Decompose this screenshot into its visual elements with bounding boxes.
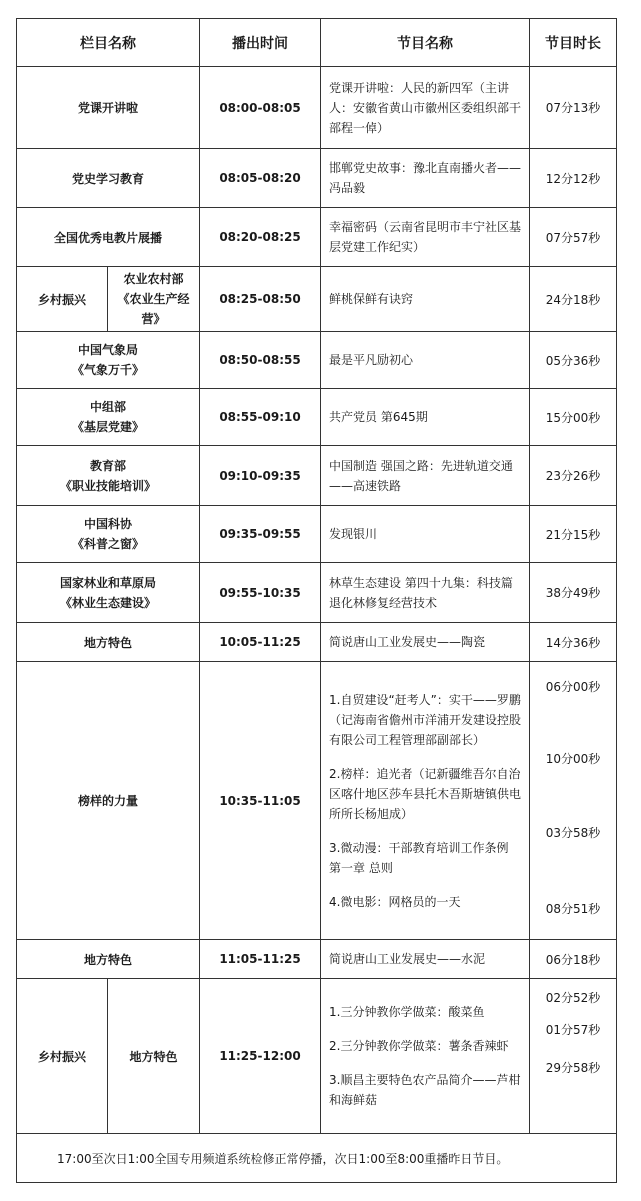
column-show: 《气象万千》: [71, 363, 144, 377]
program-name: 鲜桃保鲜有诀窍: [321, 267, 530, 332]
program-item: 4.微电影：网格员的一天: [329, 894, 461, 909]
program-duration: 14分36秒: [530, 623, 617, 662]
program-item: 3.微动漫：干部教育培训工作条例 第一章 总则: [329, 840, 509, 875]
program-duration: 12分12秒: [530, 149, 617, 208]
table-row: [17, 332, 617, 389]
air-time: 08:05-08:20: [200, 149, 321, 208]
column-name: 党课开讲啦: [17, 67, 200, 149]
duration-item: 01分57秒: [545, 1023, 601, 1037]
program-name: 党课开讲啦：人民的新四军（主讲人：安徽省黄山市徽州区委组织部干部程一倬）: [321, 67, 530, 149]
program-duration: 24分18秒: [530, 267, 617, 332]
table-row: [17, 149, 617, 208]
program-duration: 05分36秒: [530, 332, 617, 389]
table-row: [17, 67, 617, 149]
column-name: [17, 389, 200, 446]
air-time: 09:35-09:55: [200, 506, 321, 563]
header-duration: 节目时长: [530, 19, 617, 67]
program-name: 中国制造 强国之路：先进轨道交通——高速铁路: [321, 446, 530, 506]
duration-list: [530, 979, 617, 1134]
program-duration: 23分26秒: [530, 446, 617, 506]
schedule-note: 17:00至次日1:00全国专用频道系统检修正常停播，次日1:00至8:00重播昨日节目。: [17, 1134, 617, 1183]
column-name: 榜样的力量: [17, 662, 200, 940]
table-row: [17, 662, 617, 940]
program-list: [321, 662, 530, 940]
table-row: [17, 563, 617, 623]
column-org: 中国气象局: [77, 343, 138, 357]
air-time: 10:35-11:05: [200, 662, 321, 940]
column-name-main: 乡村振兴: [17, 979, 108, 1134]
program-name: 邯郸党史故事：豫北直南播火者——冯品毅: [321, 149, 530, 208]
column-name-sub: 农业农村部《农业生产经营》: [108, 267, 200, 332]
column-show: 《职业技能培训》: [59, 478, 156, 493]
program-name: 简说唐山工业发展史——水泥: [321, 940, 530, 979]
duration-item: 03分58秒: [545, 826, 601, 840]
air-time: 08:20-08:25: [200, 208, 321, 267]
program-duration: 15分00秒: [530, 389, 617, 446]
duration-item: 06分00秒: [545, 680, 601, 694]
header-program: 节目名称: [321, 19, 530, 67]
column-name: [17, 506, 200, 563]
column-org: 国家林业和草原局: [59, 575, 156, 590]
program-item: 2.三分钟教你学做菜：薯条香辣虾: [329, 1039, 509, 1053]
program-name: 发现银川: [321, 506, 530, 563]
program-duration: 07分13秒: [530, 67, 617, 149]
air-time: 11:05-11:25: [200, 940, 321, 979]
header-time: 播出时间: [200, 19, 321, 67]
header-column: 栏目名称: [17, 19, 200, 67]
program-item: 1.自贸建设“赶考人”：实干——罗鹏（记海南省儋州市洋浦开发建设控股有限公司工程管理部副部长）: [329, 692, 522, 747]
column-org: 教育部: [89, 458, 126, 473]
column-name-sub: 地方特色: [108, 979, 200, 1134]
column-org: 中国科协: [83, 517, 132, 531]
column-name: 党史学习教育: [17, 149, 200, 208]
air-time: 09:55-10:35: [200, 563, 321, 623]
program-item: 2.榜样：追光者（记新疆维吾尔自治区喀什地区莎车县托木吾斯塘镇供电所所长杨旭成）: [329, 766, 522, 821]
program-name: 林草生态建设 第四十九集：科技篇 退化林修复经营技术: [321, 563, 530, 623]
air-time: 08:55-09:10: [200, 389, 321, 446]
column-name: 全国优秀电教片展播: [17, 208, 200, 267]
schedule-table: [16, 18, 617, 1183]
program-name: 共产党员 第645期: [321, 389, 530, 446]
program-name: 最是平凡励初心: [321, 332, 530, 389]
program-item: 1.三分钟教你学做菜：酸菜鱼: [329, 1005, 485, 1019]
duration-list: [530, 662, 617, 940]
duration-item: 10分00秒: [545, 752, 601, 766]
air-time: 08:50-08:55: [200, 332, 321, 389]
program-duration: 21分15秒: [530, 506, 617, 563]
air-time: 10:05-11:25: [200, 623, 321, 662]
table-row: [17, 979, 617, 1134]
program-duration: 38分49秒: [530, 563, 617, 623]
table-row: [17, 208, 617, 267]
column-name-main: 乡村振兴: [17, 267, 108, 332]
column-show: 《林业生态建设》: [59, 595, 156, 610]
column-name: 地方特色: [17, 623, 200, 662]
program-item: 3.顺昌主要特色农产品简介——芦柑和海鲜菇: [329, 1073, 521, 1107]
column-name: 地方特色: [17, 940, 200, 979]
table-row: [17, 267, 617, 332]
program-duration: 07分57秒: [530, 208, 617, 267]
program-name: 幸福密码（云南省昆明市丰宁社区基层党建工作纪实）: [321, 208, 530, 267]
program-list: [321, 979, 530, 1134]
table-row: [17, 446, 617, 506]
air-time: 11:25-12:00: [200, 979, 321, 1134]
duration-item: 29分58秒: [545, 1061, 601, 1075]
column-org: 中组部: [89, 400, 126, 414]
footer-row: [17, 1134, 617, 1183]
header-row: [17, 19, 617, 67]
column-show: 《基层党建》: [71, 420, 144, 434]
program-name: 简说唐山工业发展史——陶瓷: [321, 623, 530, 662]
air-time: 08:00-08:05: [200, 67, 321, 149]
table-row: [17, 506, 617, 563]
column-name: [17, 563, 200, 623]
column-show: 《科普之窗》: [71, 537, 144, 551]
column-name: [17, 332, 200, 389]
program-duration: 06分18秒: [530, 940, 617, 979]
column-name: [17, 446, 200, 506]
duration-item: 08分51秒: [545, 902, 601, 916]
air-time: 09:10-09:35: [200, 446, 321, 506]
table-row: [17, 623, 617, 662]
duration-item: 02分52秒: [545, 991, 601, 1005]
table-row: [17, 940, 617, 979]
air-time: 08:25-08:50: [200, 267, 321, 332]
table-row: [17, 389, 617, 446]
